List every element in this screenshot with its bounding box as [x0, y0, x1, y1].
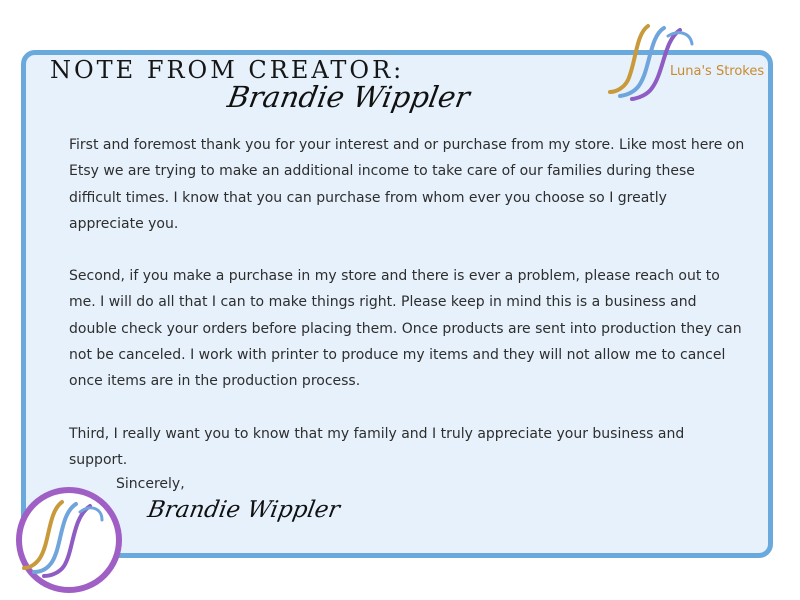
closing-text: Sincerely,: [116, 476, 185, 492]
paragraph: Second, if you make a purchase in my store and there is ever a problem, please reach out to me. I will do all that I can to make things right. Please keep in mind this is a business and double check your orders before placing them. Once products are sent into production they can not be canceled. I work with printer to produce my items and they will not allow me to cancel once items are in the production process.: [69, 268, 742, 390]
note-body: [69, 132, 745, 499]
paragraph: First and foremost thank you for your interest and or purchase from my store. Like most here on Etsy we are trying to make an additional income to take care of our families during these difficult times. I know that you can purchase from whom ever you choose so I greatly appreciate you.: [69, 137, 745, 232]
creator-signature-bottom: Brandie Wippler: [145, 497, 342, 523]
lunas-strokes-logo-icon: [606, 22, 756, 102]
paragraph: Third, I really want you to know that my family and I truly appreciate your business and support.: [69, 425, 685, 468]
brand-seal-icon: [10, 484, 128, 596]
creator-signature-top: Brandie Wippler: [225, 80, 473, 114]
brand-name: Luna's Strokes: [670, 64, 765, 79]
note-heading: NOTE FROM CREATOR:: [50, 56, 405, 84]
